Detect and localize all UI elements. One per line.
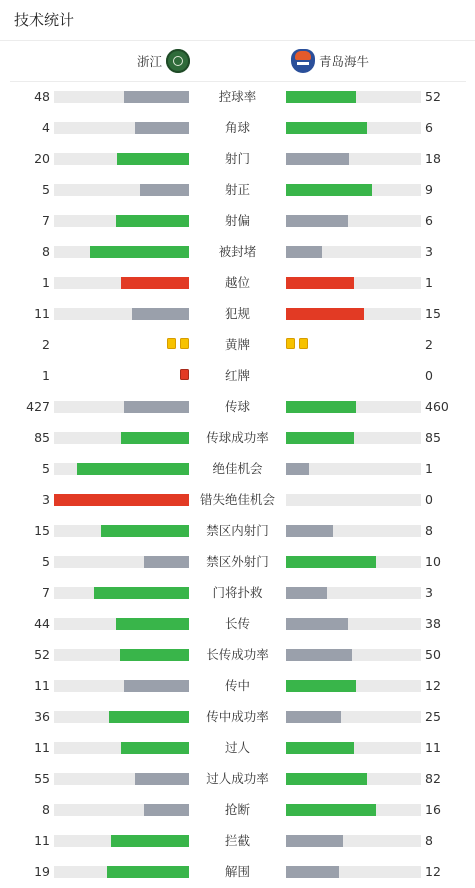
away-stat-bar-fill xyxy=(286,432,354,444)
stat-label: 控球率 xyxy=(218,89,257,104)
away-stat-bar-fill xyxy=(286,122,367,134)
away-stat-value: 18 xyxy=(425,151,441,166)
home-stat-bar-fill xyxy=(121,432,189,444)
away-stat-bar-fill xyxy=(286,680,356,692)
away-stat-bar xyxy=(286,587,421,599)
away-stat-bar xyxy=(286,463,421,475)
home-stat-bar xyxy=(54,494,189,506)
home-cards xyxy=(167,338,189,351)
home-stat-bar-fill xyxy=(124,91,189,103)
away-stat-bar-fill xyxy=(286,556,376,568)
home-stat-bar-fill xyxy=(94,587,189,599)
away-stat-bar xyxy=(286,680,421,692)
home-stat-bar-fill xyxy=(144,556,189,568)
away-stat-bar-fill xyxy=(286,773,367,785)
away-stat-bar-fill xyxy=(286,277,354,289)
home-stat-value: 1 xyxy=(42,275,50,290)
home-stat-bar xyxy=(54,308,189,320)
home-stat-bar xyxy=(54,680,189,692)
away-stat-value: 10 xyxy=(425,554,441,569)
away-stat-bar xyxy=(286,91,421,103)
away-stat-bar xyxy=(286,618,421,630)
home-stat-bar-fill xyxy=(120,649,189,661)
stat-label: 传球成功率 xyxy=(206,430,269,445)
away-stat-value: 6 xyxy=(425,120,433,135)
stat-row xyxy=(0,205,475,236)
page-title: 技术统计 xyxy=(14,11,75,29)
stat-label: 门将扑救 xyxy=(212,585,263,600)
stat-label: 长传 xyxy=(224,616,250,631)
away-stat-value: 0 xyxy=(425,368,433,383)
away-stat-bar-fill xyxy=(286,246,322,258)
home-stat-bar-fill xyxy=(111,835,189,847)
yellow-card-icon xyxy=(286,338,295,349)
away-stat-bar-fill xyxy=(286,804,376,816)
away-stat-bar xyxy=(286,308,421,320)
stat-label: 抢断 xyxy=(224,802,250,817)
away-stat-bar-fill xyxy=(286,618,348,630)
away-stat-bar xyxy=(286,804,421,816)
stats-list xyxy=(0,81,475,887)
home-stat-bar-fill xyxy=(121,277,189,289)
stat-label: 传球 xyxy=(224,399,250,414)
home-stat-value: 3 xyxy=(42,492,50,507)
away-stat-bar xyxy=(286,215,421,227)
yellow-card-icon xyxy=(167,338,176,349)
away-stat-value: 9 xyxy=(425,182,433,197)
away-stat-value: 2 xyxy=(425,337,433,352)
yellow-card-icon xyxy=(299,338,308,349)
away-stat-value: 82 xyxy=(425,771,441,786)
stat-label: 射偏 xyxy=(224,213,250,228)
home-stat-bar xyxy=(54,246,189,258)
stat-label: 禁区外射门 xyxy=(206,554,269,569)
away-stat-value: 85 xyxy=(425,430,441,445)
home-stat-value: 48 xyxy=(34,89,50,104)
away-stat-bar-fill xyxy=(286,866,339,878)
away-stat-value: 12 xyxy=(425,678,441,693)
home-stat-bar-fill xyxy=(124,680,189,692)
home-cards xyxy=(180,369,189,382)
home-team[interactable] xyxy=(137,41,190,81)
home-stat-bar xyxy=(54,866,189,878)
stat-row xyxy=(0,267,475,298)
home-stat-bar-fill xyxy=(107,866,189,878)
home-stat-value: 5 xyxy=(42,182,50,197)
home-stat-value: 5 xyxy=(42,554,50,569)
stat-row xyxy=(0,81,475,112)
away-stat-value: 8 xyxy=(425,523,433,538)
home-stat-value: 11 xyxy=(34,833,50,848)
away-stat-value: 1 xyxy=(425,275,433,290)
home-stat-bar xyxy=(54,618,189,630)
home-stat-bar-fill xyxy=(140,184,189,196)
away-stat-bar-fill xyxy=(286,711,341,723)
stat-label: 拦截 xyxy=(224,833,250,848)
stat-label: 传中 xyxy=(224,678,250,693)
away-stat-bar xyxy=(286,525,421,537)
away-team[interactable] xyxy=(291,41,369,81)
away-stat-bar xyxy=(286,122,421,134)
stat-row xyxy=(0,174,475,205)
away-stat-value: 52 xyxy=(425,89,441,104)
away-stat-bar-fill xyxy=(286,308,364,320)
away-team-name: 青岛海牛 xyxy=(319,54,370,69)
stat-row xyxy=(0,794,475,825)
home-stat-bar xyxy=(54,463,189,475)
away-stat-value: 16 xyxy=(425,802,441,817)
home-stat-bar xyxy=(54,277,189,289)
red-card-icon xyxy=(180,369,189,380)
away-stat-bar xyxy=(286,494,421,506)
home-stat-value: 55 xyxy=(34,771,50,786)
away-stat-bar xyxy=(286,835,421,847)
team-header xyxy=(0,41,475,81)
away-stat-bar-fill xyxy=(286,215,348,227)
stat-label: 红牌 xyxy=(224,368,250,383)
home-stat-bar xyxy=(54,122,189,134)
away-stat-bar xyxy=(286,711,421,723)
stat-row xyxy=(0,515,475,546)
away-stat-bar-fill xyxy=(286,153,349,165)
stat-row xyxy=(0,701,475,732)
home-stat-bar xyxy=(54,91,189,103)
away-stat-value: 12 xyxy=(425,864,441,879)
away-stat-bar-fill xyxy=(286,91,356,103)
away-stat-bar xyxy=(286,246,421,258)
stat-label: 绝佳机会 xyxy=(212,461,263,476)
home-stat-value: 85 xyxy=(34,430,50,445)
stat-label: 射正 xyxy=(224,182,250,197)
home-stat-value: 8 xyxy=(42,244,50,259)
home-stat-bar xyxy=(54,649,189,661)
stat-label: 黄牌 xyxy=(224,337,250,352)
home-stat-value: 11 xyxy=(34,306,50,321)
stat-label: 长传成功率 xyxy=(206,647,269,662)
home-stat-value: 52 xyxy=(34,647,50,662)
home-team-logo-icon xyxy=(166,49,190,73)
stat-row xyxy=(0,639,475,670)
home-stat-bar-fill xyxy=(101,525,189,537)
stat-row xyxy=(0,360,475,391)
home-stat-bar-fill xyxy=(135,122,189,134)
home-stat-value: 7 xyxy=(42,213,50,228)
stat-label: 禁区内射门 xyxy=(206,523,269,538)
home-stat-bar-fill xyxy=(121,742,189,754)
home-stat-bar xyxy=(54,184,189,196)
stat-row xyxy=(0,763,475,794)
home-stat-bar-fill xyxy=(117,153,189,165)
home-stat-bar-fill xyxy=(116,215,189,227)
stat-label: 错失绝佳机会 xyxy=(199,492,275,507)
away-stat-bar-fill xyxy=(286,742,354,754)
away-stat-value: 6 xyxy=(425,213,433,228)
away-stat-bar xyxy=(286,432,421,444)
home-stat-value: 20 xyxy=(34,151,50,166)
stat-label: 角球 xyxy=(224,120,250,135)
away-stat-value: 8 xyxy=(425,833,433,848)
home-stat-bar xyxy=(54,215,189,227)
away-team-logo-icon xyxy=(291,49,315,73)
stat-label: 解围 xyxy=(224,864,250,879)
home-stat-bar xyxy=(54,711,189,723)
stat-row xyxy=(0,329,475,360)
home-stat-bar xyxy=(54,432,189,444)
away-stat-bar-fill xyxy=(286,587,327,599)
home-stat-bar-fill xyxy=(54,494,189,506)
stat-label: 被封堵 xyxy=(218,244,257,259)
stat-row xyxy=(0,825,475,856)
away-stat-value: 38 xyxy=(425,616,441,631)
home-stat-bar-fill xyxy=(132,308,189,320)
home-stat-value: 15 xyxy=(34,523,50,538)
home-stat-value: 427 xyxy=(26,399,50,414)
stat-row xyxy=(0,670,475,701)
stat-label: 越位 xyxy=(224,275,250,290)
home-team-name: 浙江 xyxy=(136,54,162,69)
home-stat-bar-fill xyxy=(135,773,189,785)
away-stat-bar xyxy=(286,153,421,165)
home-stat-value: 11 xyxy=(34,678,50,693)
away-stat-value: 0 xyxy=(425,492,433,507)
away-stat-bar-fill xyxy=(286,525,333,537)
yellow-card-icon xyxy=(180,338,189,349)
away-stat-bar-fill xyxy=(286,649,352,661)
away-stat-value: 11 xyxy=(425,740,441,755)
away-stat-value: 3 xyxy=(425,585,433,600)
away-stat-bar xyxy=(286,184,421,196)
away-stat-value: 50 xyxy=(425,647,441,662)
home-stat-bar-fill xyxy=(109,711,189,723)
home-stat-bar-fill xyxy=(124,401,189,413)
away-stat-value: 15 xyxy=(425,306,441,321)
away-stat-value: 3 xyxy=(425,244,433,259)
home-stat-value: 19 xyxy=(34,864,50,879)
stat-row xyxy=(0,484,475,515)
home-stat-bar xyxy=(54,773,189,785)
home-stat-bar xyxy=(54,804,189,816)
home-stat-value: 1 xyxy=(42,368,50,383)
stat-row xyxy=(0,732,475,763)
away-stat-value: 25 xyxy=(425,709,441,724)
stat-row xyxy=(0,391,475,422)
away-stat-bar xyxy=(286,401,421,413)
away-stat-bar xyxy=(286,556,421,568)
away-stat-bar-fill xyxy=(286,835,343,847)
away-stat-bar xyxy=(286,742,421,754)
away-stat-bar xyxy=(286,277,421,289)
away-stat-bar xyxy=(286,649,421,661)
home-stat-bar xyxy=(54,153,189,165)
stat-row xyxy=(0,577,475,608)
stat-row xyxy=(0,112,475,143)
home-stat-bar-fill xyxy=(144,804,189,816)
stat-label: 过人 xyxy=(224,740,250,755)
home-stat-bar xyxy=(54,587,189,599)
stat-label: 犯规 xyxy=(224,306,250,321)
stat-label: 过人成功率 xyxy=(206,771,269,786)
stat-row xyxy=(0,453,475,484)
home-stat-value: 8 xyxy=(42,802,50,817)
home-stat-bar xyxy=(54,742,189,754)
home-stat-bar xyxy=(54,556,189,568)
stat-row xyxy=(0,143,475,174)
home-stat-value: 36 xyxy=(34,709,50,724)
away-stat-bar xyxy=(286,773,421,785)
home-stat-value: 4 xyxy=(42,120,50,135)
stat-row xyxy=(0,546,475,577)
stat-label: 射门 xyxy=(224,151,250,166)
away-stat-bar-fill xyxy=(286,463,309,475)
home-stat-bar xyxy=(54,525,189,537)
stat-row xyxy=(0,422,475,453)
away-cards xyxy=(286,338,308,351)
stat-row xyxy=(0,298,475,329)
home-stat-bar-fill xyxy=(90,246,189,258)
away-stat-bar-fill xyxy=(286,401,356,413)
away-stat-value: 1 xyxy=(425,461,433,476)
stat-label: 传中成功率 xyxy=(206,709,269,724)
home-stat-value: 2 xyxy=(42,337,50,352)
home-stat-bar-fill xyxy=(77,463,189,475)
home-stat-bar-fill xyxy=(116,618,189,630)
home-stat-bar xyxy=(54,401,189,413)
home-stat-value: 7 xyxy=(42,585,50,600)
home-stat-value: 5 xyxy=(42,461,50,476)
away-stat-bar-fill xyxy=(286,184,372,196)
stat-row xyxy=(0,608,475,639)
away-stat-value: 460 xyxy=(425,399,449,414)
stat-row xyxy=(0,236,475,267)
home-stat-value: 11 xyxy=(34,740,50,755)
home-stat-value: 44 xyxy=(34,616,50,631)
home-stat-bar xyxy=(54,835,189,847)
away-stat-bar xyxy=(286,866,421,878)
stat-row xyxy=(0,856,475,887)
